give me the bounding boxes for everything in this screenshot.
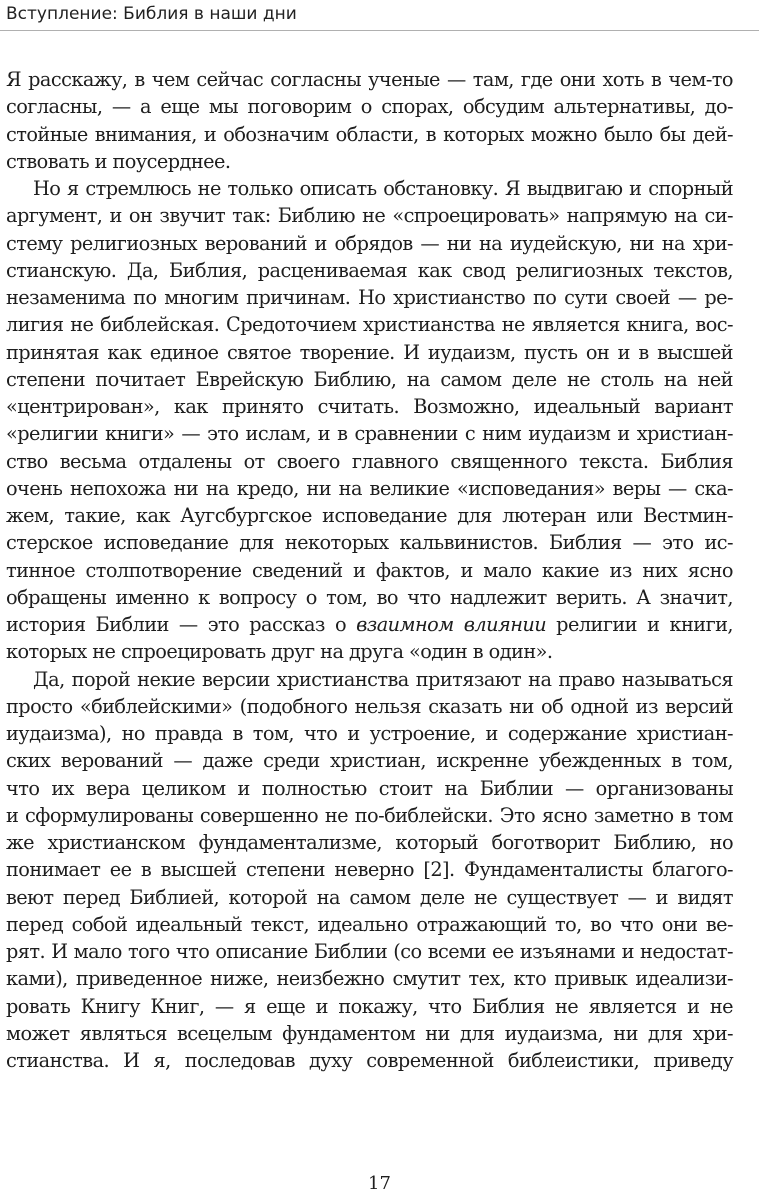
text-line — [6, 938, 733, 965]
text-line — [6, 339, 733, 366]
paragraph — [6, 666, 733, 1075]
text-line — [6, 993, 733, 1020]
text-line — [6, 638, 733, 665]
paragraph — [6, 66, 733, 175]
text-segment: может являться всецелым фундаментом ни для иудаизма, ни для хри- — [6, 1021, 733, 1045]
running-head: Вступление: Библия в наши дни — [6, 4, 297, 24]
text-segment: жем, такие, как Аугсбургское исповедание для лютеран или Вестмин- — [6, 504, 733, 527]
text-line — [6, 148, 733, 175]
body-text — [6, 66, 733, 1074]
text-line — [6, 311, 733, 338]
text-segment: стианства. И я, последовав духу современной библеистики, приведу — [6, 1049, 733, 1072]
text-segment: которых не спроецировать друг на друга «один в один». — [6, 640, 553, 664]
text-line — [6, 475, 733, 502]
text-segment: просто «библейскими» (подобного нельзя сказать ни об одной из версий — [6, 694, 733, 718]
text-segment: веют перед Библией, которой на самом деле не существует — и видят — [6, 885, 733, 909]
text-segment: согласны, — а еще мы поговорим о спорах, обсудим альтернативы, до- — [6, 95, 733, 119]
text-segment: стему религиозных верований и обрядов — ни на иудейскую, ни на хри- — [6, 231, 733, 255]
text-line — [6, 202, 733, 229]
paragraph — [6, 175, 733, 666]
text-segment: история Библии — это рассказ о — [6, 613, 357, 636]
text-segment: понимает ее в высшей степени неверно [2]. Фундаменталисты благого- — [6, 858, 733, 882]
text-line — [6, 175, 733, 202]
text-segment: рят. И мало того что описание Библии (со всеми ее изъянами и недостат- — [6, 940, 733, 963]
text-line — [6, 93, 733, 120]
text-segment: ствовать и поусерднее. — [6, 149, 231, 173]
text-segment: религии и книги, — [546, 613, 733, 636]
text-line — [6, 257, 733, 284]
text-line — [6, 611, 733, 638]
text-segment: степени почитает Еврейскую Библию, на самом деле не столь на ней — [6, 367, 733, 391]
text-line — [6, 965, 733, 992]
text-line — [6, 66, 733, 93]
text-line — [6, 720, 733, 747]
text-line — [6, 420, 733, 447]
text-segment: «религии книги» — это ислам, и в сравнении с ним иудаизм и христиан- — [6, 422, 733, 446]
text-segment: Но я стремлюсь не только описать обстановку. Я выдвигаю и спорный — [33, 177, 733, 200]
text-segment: что их вера целиком и полностью стоит на Библии — организованы — [6, 776, 733, 800]
text-segment: Да, порой некие версии христианства притязают на право называться — [33, 667, 733, 691]
text-segment: перед собой идеальный текст, идеально отражающий то, во что они ве- — [6, 912, 733, 936]
text-segment: стианскую. Да, Библия, расцениваемая как свод религиозных текстов, — [6, 258, 733, 282]
text-line — [6, 775, 733, 802]
text-segment: аргумент, и он звучит так: Библию не «спроецировать» напрямую на си- — [6, 204, 733, 228]
text-line — [6, 911, 733, 938]
text-line — [6, 284, 733, 311]
text-line — [6, 393, 733, 420]
italic-emphasis: взаимном влиянии — [356, 613, 547, 636]
text-segment: ровать Книгу Книг, — я еще и покажу, что Библия не является и не — [6, 994, 733, 1018]
text-segment: очень непохожа ни на кредо, ни на великие «исповедания» веры — ска- — [6, 476, 733, 500]
text-segment: незаменима по многим причинам. Но христианство по сути своей — ре- — [6, 286, 733, 309]
text-line — [6, 448, 733, 475]
text-segment: обращены именно к вопросу о том, во что надлежит верить. А значит, — [6, 585, 733, 609]
text-segment: стерское исповедание для некоторых кальвинистов. Библия — это ис- — [6, 531, 733, 555]
text-line — [6, 529, 733, 556]
text-line — [6, 584, 733, 611]
text-segment: стойные внимания, и обозначим области, в которых можно было бы дей- — [6, 122, 733, 146]
text-segment: тинное столпотворение сведений и фактов, и мало какие из них ясно — [6, 558, 733, 582]
page-number: 17 — [368, 1173, 391, 1194]
text-segment: лигия не библейская. Средоточием христианства не является книга, вос- — [6, 313, 733, 337]
text-line — [6, 1020, 733, 1047]
text-segment: иудаизма), но правда в том, что и устроение, и содержание христиан- — [6, 722, 733, 745]
text-line — [6, 693, 733, 720]
text-segment: Я расскажу, в чем сейчас согласны ученые — там, где они хоть в чем-то — [6, 68, 733, 91]
text-line — [6, 747, 733, 774]
text-line — [6, 557, 733, 584]
text-segment: ками), приведенное ниже, неизбежно смутит тех, кто привык идеализи- — [6, 967, 733, 991]
text-line — [6, 121, 733, 148]
text-segment: «центрирован», как принято считать. Возможно, идеальный вариант — [6, 395, 733, 418]
text-line — [6, 802, 733, 829]
text-line — [6, 1047, 733, 1074]
text-segment: и сформулированы совершенно не по-библейски. Это ясно заметно в том — [6, 803, 733, 827]
text-segment: же христианском фундаментализме, который боготворит Библию, но — [6, 831, 733, 854]
text-segment: принятая как единое святое творение. И иудаизм, пусть он и в высшей — [6, 340, 733, 364]
text-segment: ство весьма отдалены от своего главного священного текста. Библия — [6, 449, 733, 473]
text-line — [6, 666, 733, 693]
text-segment: ских верований — даже среди христиан, искренне убежденных в том, — [6, 749, 733, 773]
text-line — [6, 366, 733, 393]
text-line — [6, 829, 733, 856]
header-rule — [0, 30, 759, 31]
text-line — [6, 502, 733, 529]
text-line — [6, 884, 733, 911]
text-line — [6, 856, 733, 883]
text-line — [6, 230, 733, 257]
